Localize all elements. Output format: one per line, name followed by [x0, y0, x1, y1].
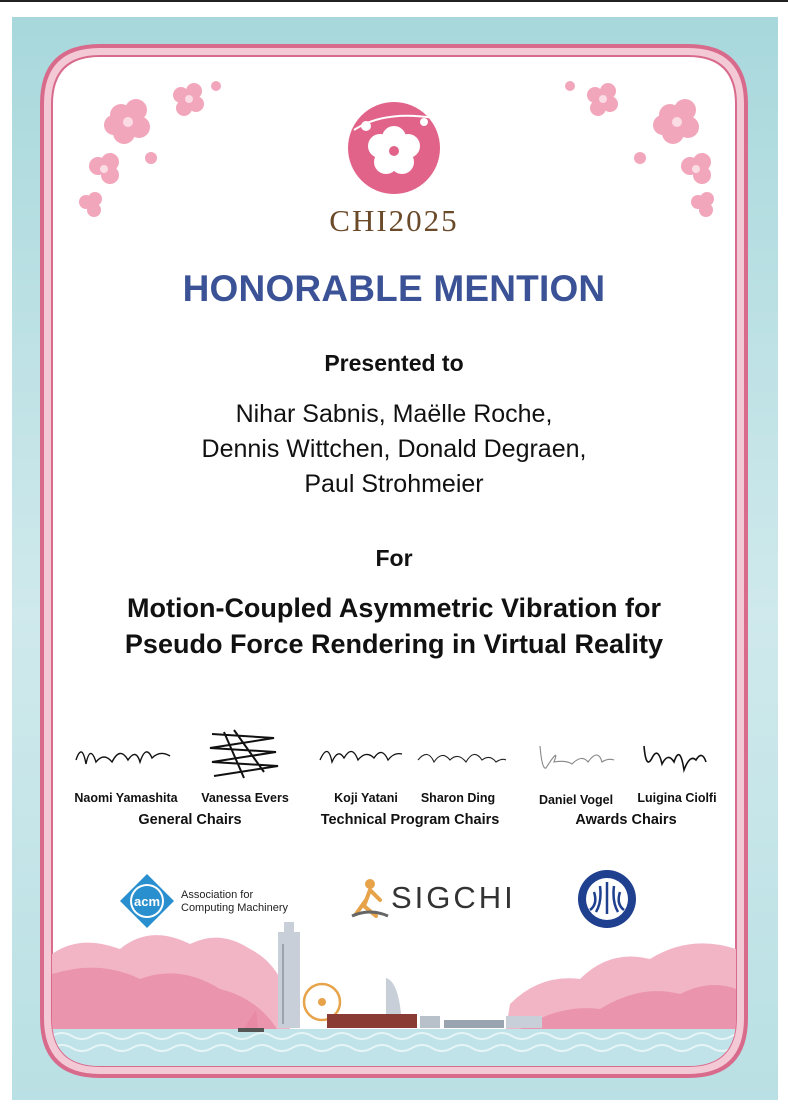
recipients-line-3: Paul Strohmeier — [304, 470, 484, 498]
paper-title-line-2: Pseudo Force Rendering in Virtual Reality — [124, 629, 664, 659]
sakura-left-decoration — [76, 80, 236, 220]
chair-name-vanessa-evers: Vanessa Evers — [201, 791, 289, 805]
signature-sharon-ding — [416, 742, 508, 772]
acm-name — [181, 889, 288, 915]
signature-vanessa-evers — [204, 728, 284, 782]
awards-chairs-label: Awards Chairs — [575, 812, 677, 828]
science-council-of-japan-seal-icon — [576, 868, 638, 930]
sigchi-logo-text: SIGCHI — [391, 880, 516, 915]
signature-luigina-ciolfi — [640, 740, 712, 776]
chair-name-luigina-ciolfi: Luigina Ciolfi — [637, 791, 717, 805]
general-chairs-label: General Chairs — [138, 812, 242, 828]
chair-name-daniel-vogel: Daniel Vogel — [538, 793, 614, 807]
sakura-right-decoration — [560, 80, 720, 220]
chi-sakura-logo-icon — [344, 100, 444, 196]
chair-name-sharon-ding: Sharon Ding — [420, 791, 496, 805]
presented-to-label: Presented to — [324, 350, 464, 376]
signature-daniel-vogel — [536, 740, 616, 774]
signature-naomi-yamashita — [74, 738, 174, 774]
acm-name-line-2: Computing Machinery — [181, 902, 288, 914]
for-label: For — [375, 545, 413, 571]
recipients-block — [0, 397, 788, 502]
award-title: HONORABLE MENTION — [182, 268, 606, 309]
sigchi-figure-icon — [350, 878, 390, 920]
acm-logo-icon — [118, 872, 176, 930]
recipients-line-2: Dennis Wittchen, Donald Degraen, — [201, 435, 587, 463]
chair-name-naomi-yamashita: Naomi Yamashita — [74, 791, 178, 805]
paper-title — [0, 590, 788, 662]
technical-program-chairs-label: Technical Program Chairs — [320, 812, 500, 828]
acm-name-line-1: Association for — [181, 889, 254, 901]
chi2025-logo-text: CHI2025 — [329, 203, 459, 238]
chair-name-koji-yatani: Koji Yatani — [334, 791, 398, 805]
signature-koji-yatani — [318, 740, 404, 770]
recipients-line-1: Nihar Sabnis, Maëlle Roche, — [235, 400, 553, 428]
paper-title-line-1: Motion-Coupled Asymmetric Vibration for — [126, 593, 662, 623]
top-border-line — [0, 0, 788, 2]
acm-mark-text: acm — [133, 894, 161, 909]
